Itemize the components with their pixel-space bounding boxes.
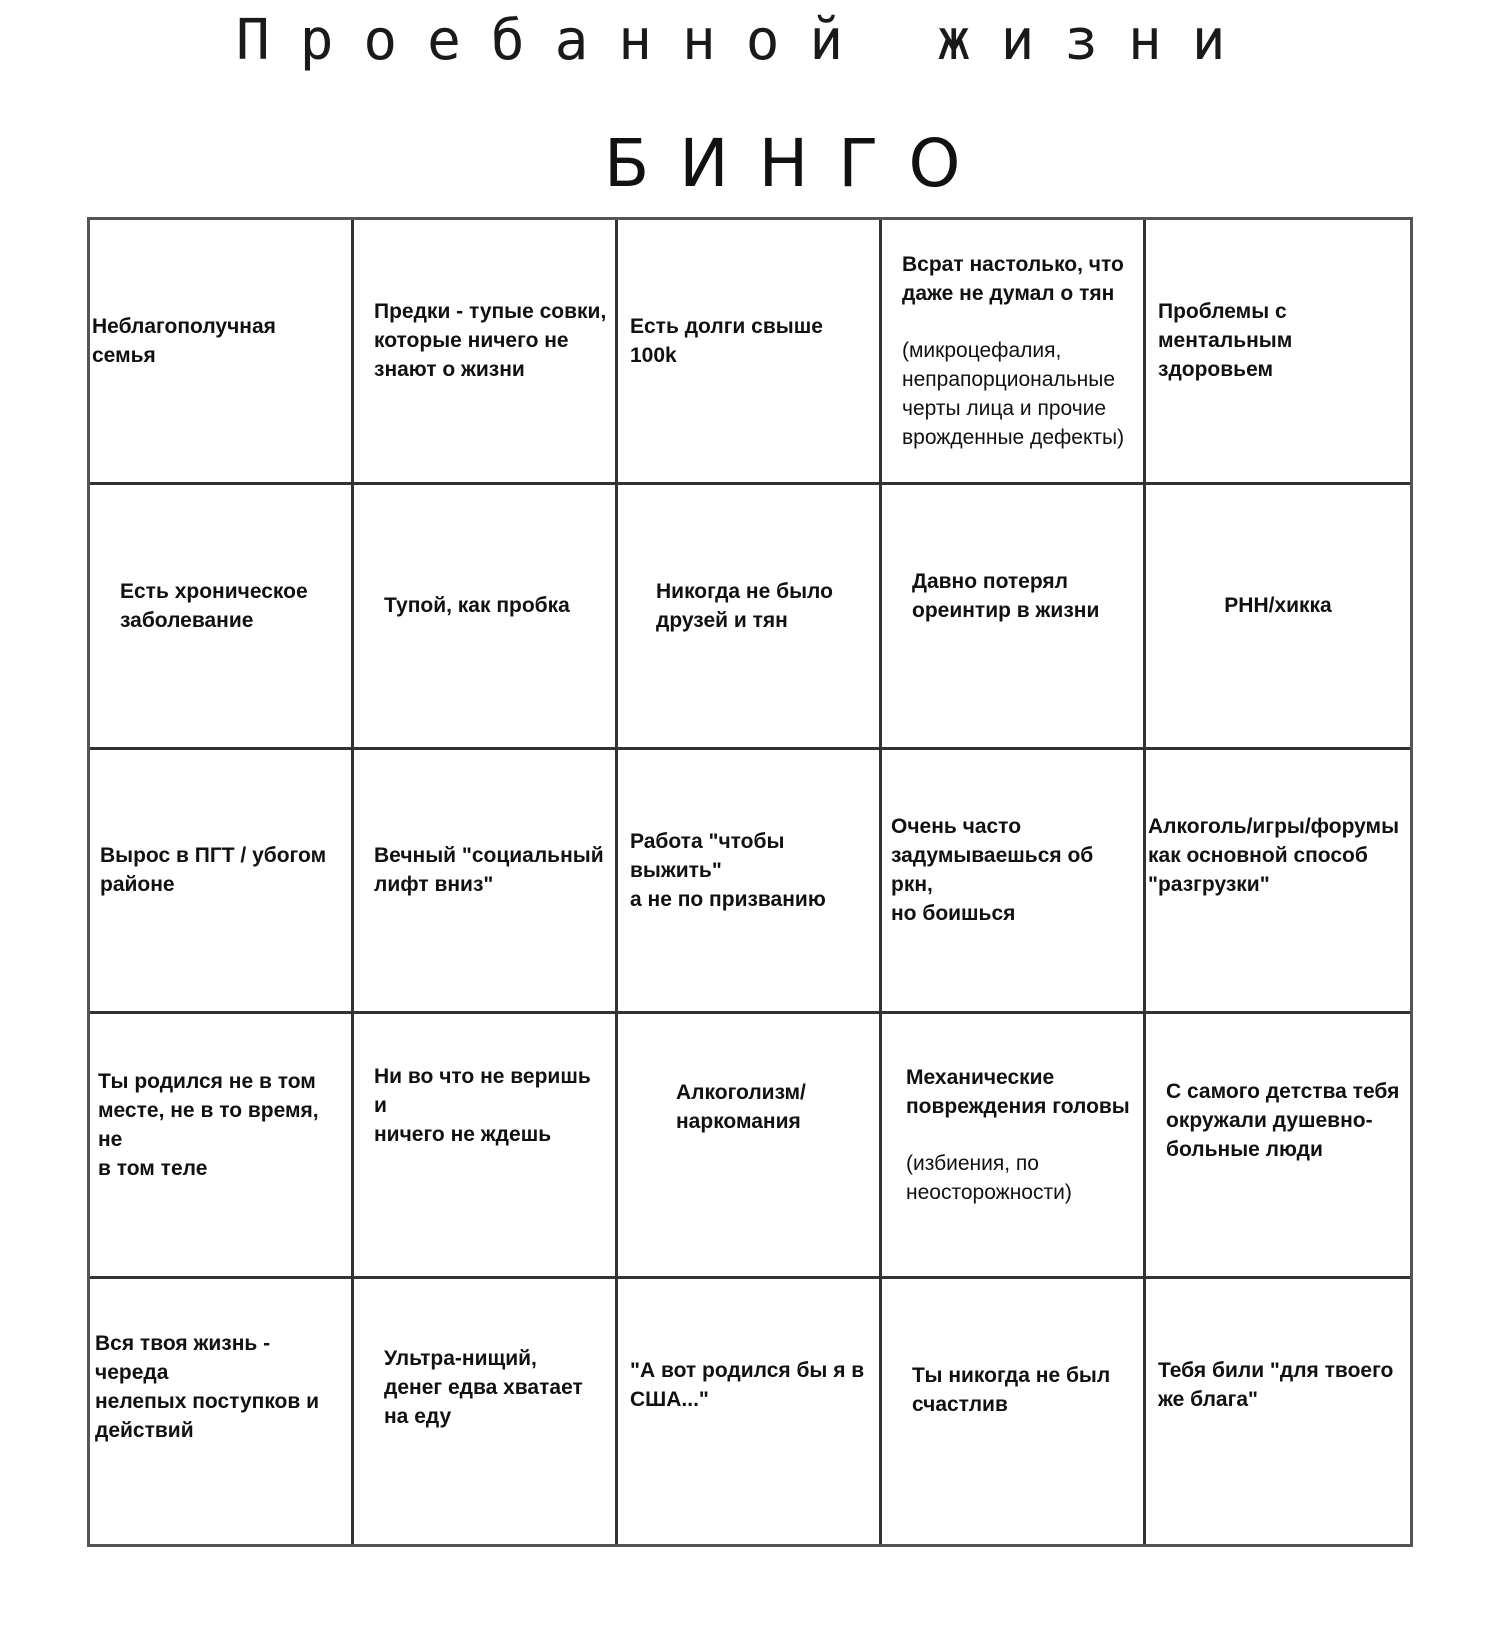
bingo-cell[interactable] — [1146, 1279, 1410, 1544]
cell-text: Ультра-нищий, денег едва хватает на еду — [384, 1347, 583, 1429]
bingo-cell[interactable] — [354, 1279, 618, 1544]
bingo-cell[interactable] — [618, 1279, 882, 1544]
bingo-cell[interactable] — [90, 1014, 354, 1279]
cell-text: Предки - тупые совки, которые ничего не знают о жизни — [374, 300, 607, 382]
bingo-cell[interactable] — [882, 1014, 1146, 1279]
cell-text: Механические повреждения головы — [906, 1066, 1130, 1119]
cell-text: Ни во что не веришь и ничего не ждешь — [374, 1064, 591, 1146]
cell-text: Вырос в ПГТ / убогом районе — [100, 844, 327, 897]
bingo-cell[interactable] — [882, 1279, 1146, 1544]
bingo-cell[interactable] — [882, 485, 1146, 750]
cell-text: Проблемы с ментальным здоровьем — [1158, 300, 1293, 382]
cell-text: Есть долги свыше 100k — [630, 314, 823, 367]
cell-text: Очень часто задумываешься об ркн, но боишься — [891, 815, 1094, 926]
cell-text: Никогда не было друзей и тян — [656, 579, 833, 632]
cell-text: Давно потерял ореинтир в жизни — [912, 569, 1100, 622]
cell-text: Неблагополучная семья — [92, 314, 276, 367]
bingo-cell[interactable] — [882, 220, 1146, 485]
cell-text: Есть хроническое заболевание — [120, 579, 308, 632]
cell-text: Тупой, как пробка — [384, 594, 570, 618]
cell-text: Всрат настолько, что даже не думал о тян — [902, 252, 1124, 305]
cell-text: С самого детства тебя окружали душевно- больные люди — [1166, 1079, 1400, 1161]
bingo-cell[interactable] — [1146, 750, 1410, 1015]
bingo-cell[interactable] — [90, 220, 354, 485]
cell-text: РНН/хикка — [1224, 594, 1332, 618]
cell-text: Вся твоя жизнь - череда нелепых поступков и действий — [95, 1331, 320, 1442]
page-subtitle: Проебанной жизни — [236, 8, 1256, 73]
bingo-cell[interactable] — [354, 750, 618, 1015]
page-title: БИНГО — [604, 125, 991, 202]
bingo-cell[interactable] — [354, 1014, 618, 1279]
cell-text: Работа "чтобы выжить" а не по призванию — [630, 829, 826, 911]
bingo-cell[interactable] — [90, 485, 354, 750]
cell-text: Ты никогда не был счастлив — [912, 1363, 1111, 1416]
cell-note: (микроцефалия, непрапорциональные черты лица и прочие врожденные дефекты) — [902, 338, 1125, 449]
bingo-cell[interactable] — [1146, 1014, 1410, 1279]
bingo-cell[interactable] — [90, 1279, 354, 1544]
bingo-cell[interactable] — [354, 485, 618, 750]
bingo-cell[interactable] — [618, 220, 882, 485]
bingo-cell[interactable] — [354, 220, 618, 485]
bingo-cell[interactable] — [618, 1014, 882, 1279]
bingo-board — [87, 217, 1413, 1547]
bingo-cell[interactable] — [618, 750, 882, 1015]
cell-text: Алкоголь/игры/форумы как основной способ "разгрузки" — [1148, 814, 1400, 896]
bingo-cell[interactable] — [1146, 220, 1410, 485]
cell-text: "А вот родился бы я в США..." — [630, 1358, 865, 1411]
cell-text: Ты родился не в том месте, не в то время, не в том теле — [98, 1070, 319, 1181]
bingo-cell[interactable] — [618, 485, 882, 750]
cell-note: (избиения, по неосторожности) — [906, 1152, 1072, 1205]
cell-text: Тебя били "для твоего же блага" — [1158, 1358, 1394, 1411]
cell-text: Алкоголизм/ наркомания — [676, 1081, 806, 1134]
bingo-cell[interactable] — [1146, 485, 1410, 750]
bingo-cell[interactable] — [882, 750, 1146, 1015]
bingo-cell[interactable] — [90, 750, 354, 1015]
cell-text: Вечный "социальный лифт вниз" — [374, 844, 604, 897]
